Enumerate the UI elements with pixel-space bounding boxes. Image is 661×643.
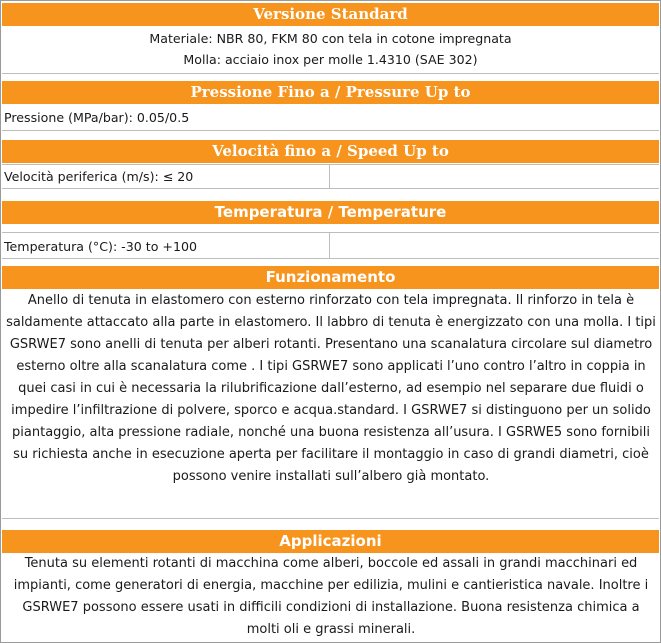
divider xyxy=(2,258,659,259)
temperatura-value: Temperatura (°C): -30 to +100 xyxy=(4,239,197,254)
pressione-header: Pressione Fino a / Pressure Up to xyxy=(2,81,659,104)
molla-text: Molla: acciaio inox per molle 1.4310 (SAE 302) xyxy=(183,52,478,67)
applicazioni-text: Tenuta su elementi rotanti di macchina come alberi, boccole ed assali in grandi macchinari ed impianti, come generatori di energia, macchine per edilizia, mulini e cantieristica navale. Inoltre i GSRWE7 possono essere usati in difficili condizioni di installazione. Buona resistenza chimica a molti oli e grassi minerali. xyxy=(13,556,649,637)
velocita-header: Velocità fino a / Speed Up to xyxy=(2,140,659,163)
cell-divider xyxy=(329,164,330,188)
temperatura-header: Temperatura / Temperature xyxy=(2,201,659,224)
divider xyxy=(2,518,659,519)
funzionamento-header: Funzionamento xyxy=(2,266,659,289)
divider xyxy=(2,232,659,233)
materiale-text: Materiale: NBR 80, FKM 80 con tela in cotone impregnata xyxy=(149,31,512,46)
applicazioni-header: Applicazioni xyxy=(2,530,659,553)
funzionamento-text: Anello di tenuta in elastomero con esterno rinforzato con tela impregnata. Il rinforzo in tela è saldamente attaccato alla parte in elastomero. Il labbro di tenuta è energizzato con una molla. I tipi GSRWE7 sono anelli di tenuta per alberi rotanti. Presentano una scanalatura circolare sul diametro esterno oltre alla scanalatura come . I tipi GSRWE7 sono applicati l’uno contro l’altro in coppia in quei casi in cui è necessaria la rilubrificazione dall’esterno, ad esempio nel separare due fluidi o impedire l’infiltrazione di polvere, sporco e acqua.standard. I GSRWE7 si distinguono per un solido piantaggio, alta pressione radiale, nonché una buona resistenza all’usura. I GSRWE5 sono fornibili su richiesta anche in esecuzione aperta per facilitare il montaggio in caso di grandi diametri, cioè possono venire installati sull’albero già montato. xyxy=(6,293,656,484)
divider xyxy=(2,188,659,189)
velocita-value: Velocità periferica (m/s): ≤ 20 xyxy=(4,169,194,184)
versione-header: Versione Standard xyxy=(2,3,659,26)
divider xyxy=(2,164,659,165)
pressione-value: Pressione (MPa/bar): 0.05/0.5 xyxy=(4,110,190,125)
cell-divider xyxy=(329,232,330,258)
divider xyxy=(2,73,659,74)
divider xyxy=(2,130,659,131)
